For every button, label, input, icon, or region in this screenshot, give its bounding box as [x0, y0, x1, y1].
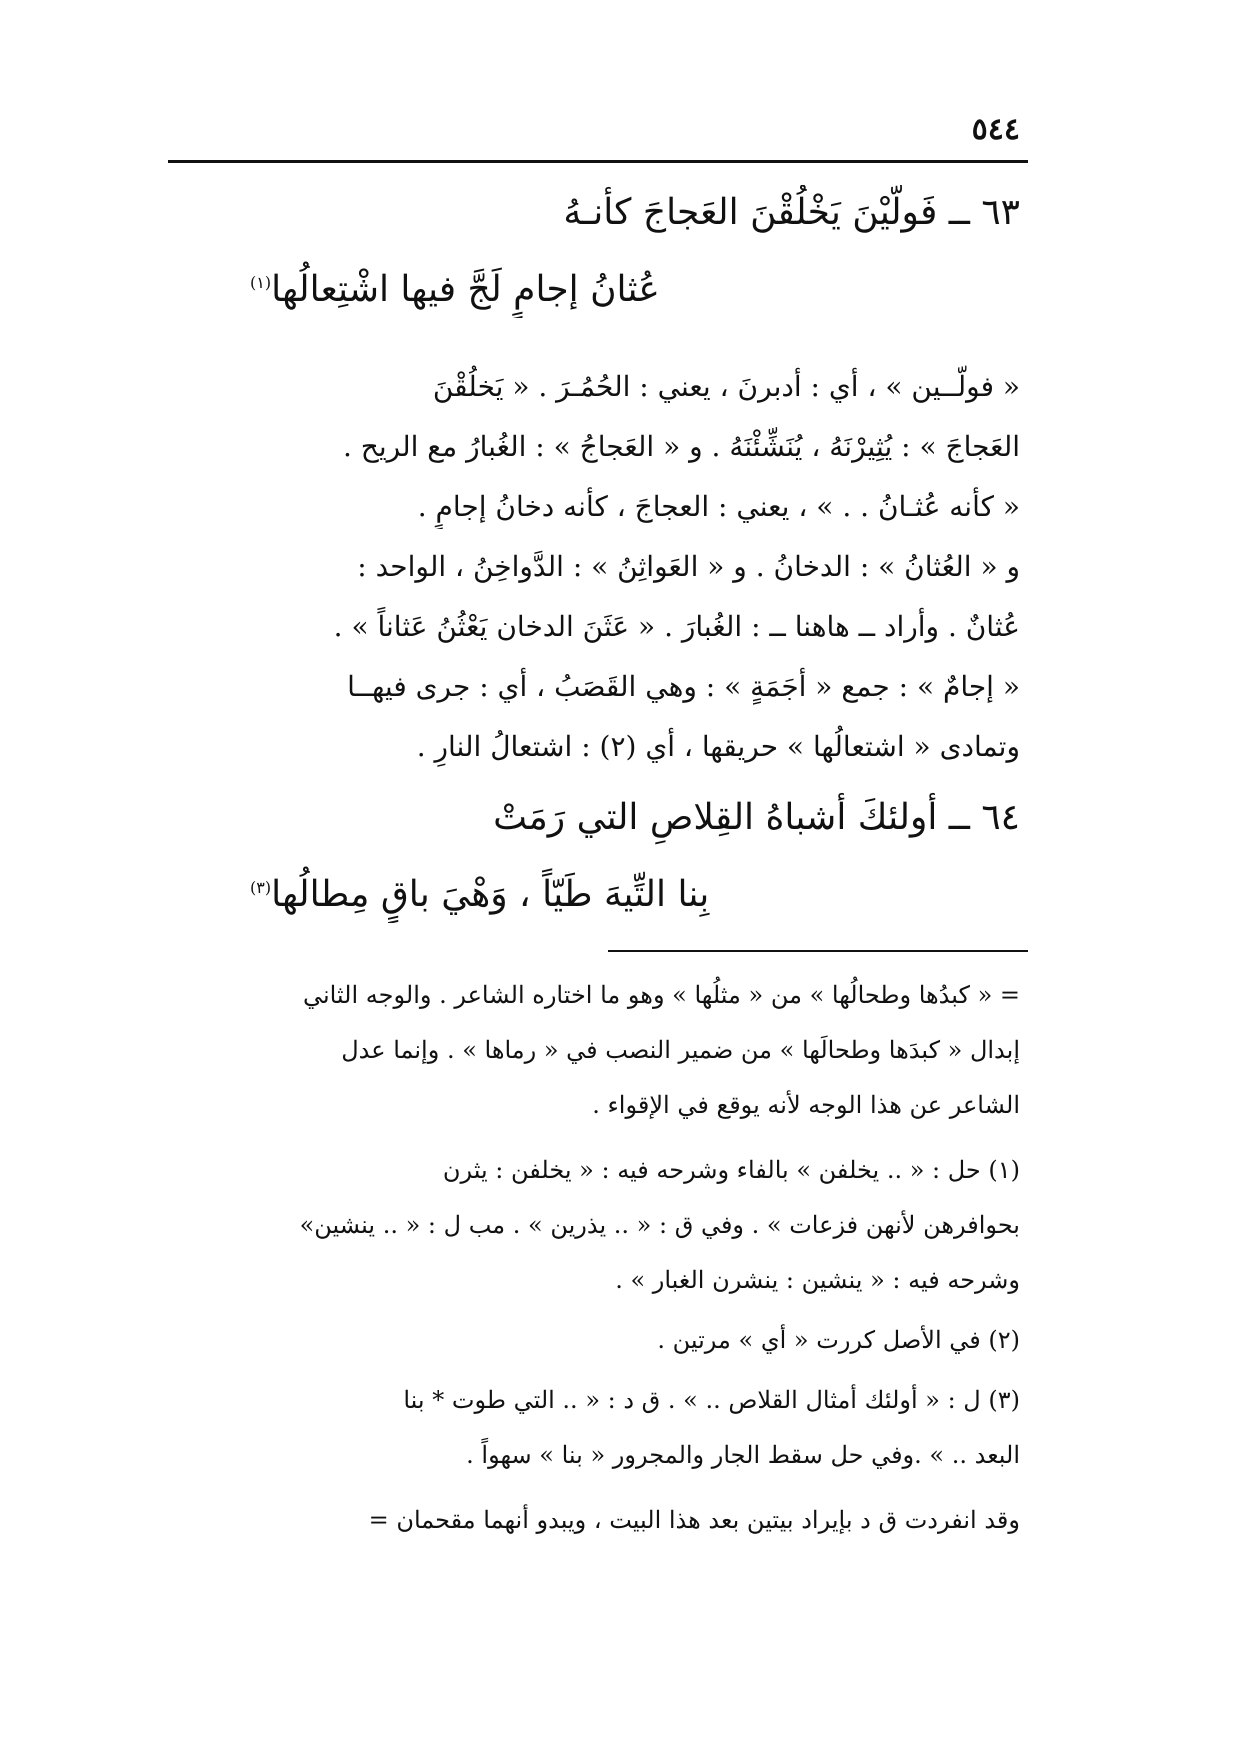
- verse-64-second-hemistich: [250, 860, 910, 923]
- footnote-rule: [608, 950, 1028, 952]
- verse-63-second-hemistich-text: عُثانُ إجامٍ لَجَّ فيها اشْتِعالُها: [271, 269, 660, 310]
- commentary-line-6: « إجامٌ » : جمع « أجَمَةٍ » : وهي القَصَبُ ، أي : جرى فيهــا: [347, 670, 1020, 703]
- footnote-line-8: (٣) ل : « أولئك أمثال القلاص .. » . ق د : « .. التي طوت * بنا: [403, 1386, 1020, 1414]
- footnote-ref-3: (٣): [250, 878, 272, 897]
- commentary-line-7: وتمادى « اشتعالُها » حريقها ، أي (٢) : اشتعالُ النارِ .: [416, 730, 1020, 763]
- verse-64-second-hemistich-text: بِنا التِّيهَ طَيّاً ، وَهْيَ باقٍ مِطالُها: [271, 874, 710, 915]
- footnote-line-9: البعد .. » .وفي حل سقط الجار والمجرور « بنا » سهواً .: [466, 1441, 1020, 1469]
- footnote-ref-1: (١): [250, 273, 272, 292]
- footnote-line-2: إبدال « كبدَها وطحالَها » من ضمير النصب في « رماها » . وإنما عدل: [341, 1036, 1020, 1064]
- header-rule: [168, 160, 1028, 163]
- commentary-line-2: العَجاجَ » : يُثِيرْنَهُ ، يُنَشِّئْنَهُ . و « العَجاجُ » : الغُبارُ مع الريح .: [342, 430, 1020, 463]
- footnote-line-4: (١) حل : « .. يخلفن » بالفاء وشرحه فيه : « يخلفن : يثرن: [442, 1156, 1020, 1184]
- page-number: ٥٤٤: [971, 112, 1020, 147]
- commentary-line-3: « كأنه عُثـانُ . . » ، يعني : العجاجَ ، كأنه دخانُ إجامٍ .: [417, 490, 1020, 523]
- verse-64-first-hemistich: ٦٤ ــ أولئكَ أشباهُ القِلاصِ التي رَمَتْ: [493, 797, 1020, 838]
- footnote-line-1: = « كبدُها وطحالُها » من « مثلُها » وهو ما اختاره الشاعر . والوجه الثاني: [302, 981, 1020, 1009]
- commentary-line-5: عُثانٌ . وأراد ــ هاهنا ــ : الغُبارَ . « عَثَنَ الدخان يَعْثُنُ عَثاناً » .: [333, 610, 1020, 643]
- footnote-line-3: الشاعر عن هذا الوجه لأنه يوقع في الإقواء .: [592, 1091, 1020, 1119]
- footnote-line-10: وقد انفردت ق د بإيراد بيتين بعد هذا البيت ، ويبدو أنهما مقحمان =: [368, 1506, 1020, 1534]
- verse-63-second-hemistich: [250, 255, 910, 318]
- footnote-line-7: (٢) في الأصل كررت « أي » مرتين .: [657, 1326, 1020, 1354]
- commentary-line-4: و « العُثانُ » : الدخانُ . و « العَواثِنُ » : الدَّواخِنُ ، الواحد :: [357, 550, 1020, 583]
- commentary-line-1: « فولّــين » ، أي : أدبرنَ ، يعني : الحُمُـرَ . « يَخلُقْنَ: [432, 370, 1020, 403]
- verse-63-first-hemistich: ٦٣ ــ فَولّيْنَ يَخْلُقْنَ العَجاجَ كأنـهُ: [563, 192, 1020, 233]
- footnote-line-5: بحوافرهن لأنهن فزعات » . وفي ق : « .. يذرين » . مب ل : « .. ينشين»: [299, 1211, 1020, 1239]
- footnote-line-6: وشرحه فيه : « ينشين : ينشرن الغبار » .: [615, 1266, 1020, 1294]
